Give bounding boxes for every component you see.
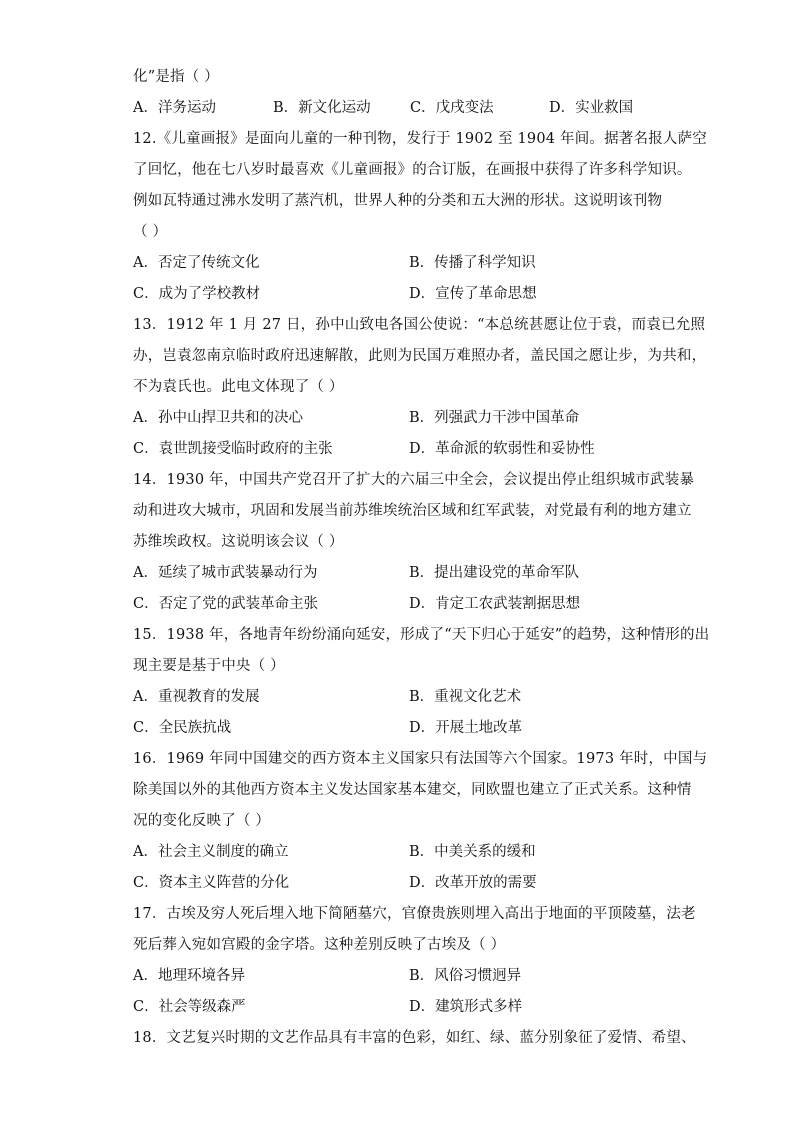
q14-options-row-2 <box>133 589 673 620</box>
q17-stem-line-1: 17．古埃及穷人死后埋入地下简陋墓穴，官僚贵族则埋入高出于地面的平顶陵墓，法老 <box>133 906 696 922</box>
q17-option-c: C．社会等级森严 <box>133 999 246 1015</box>
q13-option-a: A．孙中山捍卫共和的决心 <box>133 410 303 426</box>
q14-option-c: C．否定了党的武装革命主张 <box>133 596 319 612</box>
question-14 <box>133 465 695 620</box>
q12-stem-line-3: 例如瓦特通过沸水发明了蒸汽机，世界人种的分类和五大洲的形状。这说明该刊物 <box>133 193 663 209</box>
q13-options-row-2 <box>133 434 673 465</box>
q16-stem-line-2: 除美国以外的其他西方资本主义发达国家基本建交，同欧盟也建立了正式关系。这种情 <box>133 782 692 798</box>
q16-option-c: C．资本主义阵营的分化 <box>133 875 290 891</box>
q14-option-b: B．提出建设党的革命军队 <box>409 565 580 581</box>
q17-option-b: B．风俗习惯迥异 <box>409 968 522 984</box>
q11-option-c: C．戊戌变法 <box>410 100 494 116</box>
question-13 <box>133 310 707 465</box>
q12-stem-line-2: 了回忆，他在七八岁时最喜欢《儿童画报》的合订版，在画报中获得了许多科学知识。 <box>133 162 692 178</box>
q17-options-row-2 <box>133 992 673 1023</box>
q15-option-d: D．开展土地改革 <box>409 720 523 736</box>
q16-options-row-2 <box>133 868 673 899</box>
q18-stem-line-1: 18．文艺复兴时期的文艺作品具有丰富的色彩，如红、绿、蓝分别象征了爱情、希望、 <box>133 1030 696 1046</box>
question-17 <box>133 899 696 1023</box>
q16-option-d: D．改革开放的需要 <box>409 875 537 891</box>
q14-stem-line-2: 动和进攻大城市，巩固和发展当前苏维埃统治区域和红军武装，对党最有利的地方建立 <box>133 503 692 519</box>
q15-option-a: A．重视教育的发展 <box>133 689 260 705</box>
q12-stem-line-4: （ ） <box>133 224 168 240</box>
q17-option-a: A．地理环境各异 <box>133 968 245 984</box>
q13-stem-line-3: 不为袁氏也。此电文体现了（ ） <box>133 379 344 395</box>
q12-options-row-1 <box>133 248 673 279</box>
q14-stem-line-3: 苏维埃政权。这说明该会议（ ） <box>133 534 344 550</box>
q13-option-b: B．列强武力干涉中国革命 <box>409 410 580 426</box>
q15-options-row-2 <box>133 713 673 744</box>
q15-stem-line-2: 现主要是基于中央（ ） <box>133 658 285 674</box>
q15-options-row-1 <box>133 682 673 713</box>
q12-options-row-2 <box>133 279 673 310</box>
q16-stem-line-1: 16．1969 年同中国建交的西方资本主义国家只有法国等六个国家。1973 年时，中国与 <box>133 751 708 767</box>
question-16 <box>133 744 708 899</box>
q11-option-d: D．实业救国 <box>549 100 634 116</box>
q15-stem-line-1: 15．1938 年，各地青年纷纷涌向延安，形成了“天下归心于延安”的趋势，这种情形的出 <box>133 627 710 643</box>
q17-option-d: D．建筑形式多样 <box>409 999 523 1015</box>
q13-option-d: D．革命派的软弱性和妥协性 <box>409 441 595 457</box>
q12-option-b: B．传播了科学知识 <box>409 255 536 271</box>
question-15 <box>133 620 710 744</box>
q12-option-d: D．宣传了革命思想 <box>409 286 537 302</box>
q16-option-a: A．社会主义制度的确立 <box>133 844 289 860</box>
q14-stem-line-1: 14．1930 年，中国共产党召开了扩大的六届三中全会，会议提出停止组织城市武装暴 <box>133 472 695 488</box>
q17-stem-line-2: 死后葬入宛如宫殿的金字塔。这种差别反映了古埃及（ ） <box>133 937 506 953</box>
q11-option-b: B．新文化运动 <box>273 100 371 116</box>
q14-option-d: D．肯定工农武装割据思想 <box>409 596 581 612</box>
q16-stem-line-3: 况的变化反映了（ ） <box>133 813 271 829</box>
q12-option-a: A．否定了传统文化 <box>133 255 260 271</box>
q11-option-a: A．洋务运动 <box>133 100 216 116</box>
q16-option-b: B．中美关系的缓和 <box>409 844 536 860</box>
q12-stem-line-1: 12.《儿童画报》是面向儿童的一种刊物，发行于 1902 至 1904 年间。据著名报人萨空 <box>133 131 707 147</box>
q15-option-c: C．全民族抗战 <box>133 720 232 736</box>
question-12 <box>133 124 707 310</box>
exam-page <box>133 62 710 1054</box>
q13-options-row-1 <box>133 403 673 434</box>
question-18 <box>133 1023 696 1054</box>
q11-options <box>133 93 673 124</box>
q14-options-row-1 <box>133 558 673 589</box>
q13-stem-line-1: 13．1912 年 1 月 27 日，孙中山致电各国公使说：“本总统甚愿让位于袁，而袁已允照 <box>133 317 706 333</box>
q13-stem-line-2: 办，岂袁忽南京临时政府迅速解散，此则为民国万难照办者，盖民国之愿让步，为共和， <box>133 348 707 364</box>
q11-stem-end: 化”是指（ ） <box>133 69 219 85</box>
q15-option-b: B．重视文化艺术 <box>409 689 522 705</box>
q13-option-c: C．袁世凯接受临时政府的主张 <box>133 441 333 457</box>
q14-option-a: A．延续了城市武装暴动行为 <box>133 565 318 581</box>
q16-options-row-1 <box>133 837 673 868</box>
q17-options-row-1 <box>133 961 673 992</box>
q12-option-c: C．成为了学校教材 <box>133 286 261 302</box>
